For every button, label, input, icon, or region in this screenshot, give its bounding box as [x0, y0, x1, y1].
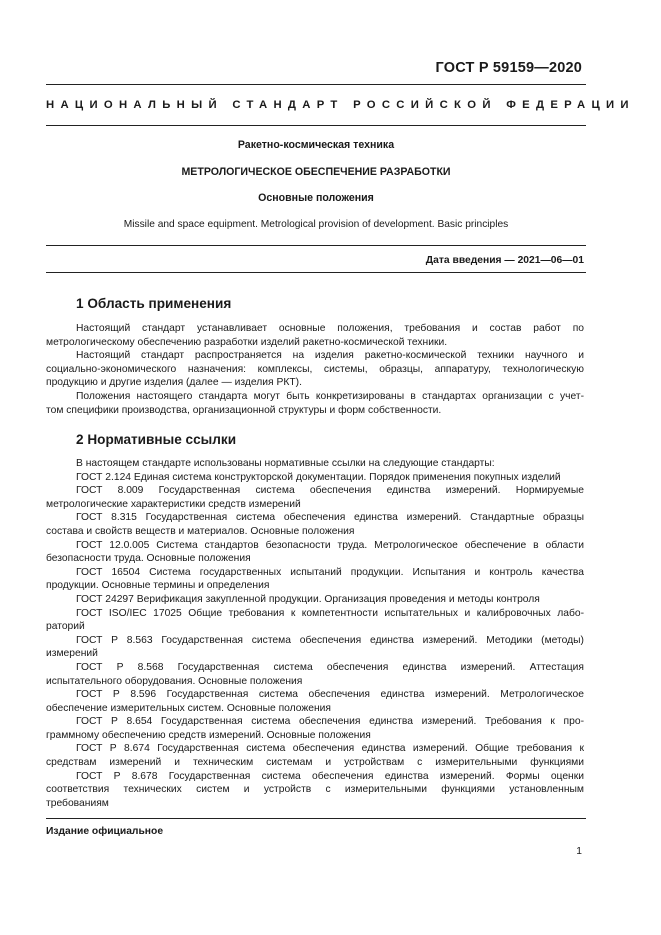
footer-rule [46, 818, 586, 819]
text-line: ГОСТ ISO/IEC 17025 Общие требования к компетентности испытательных и калибровочных лабо- [76, 607, 584, 619]
text-line: В настоящем стандарте использованы нормативные ссылки на следующие стандарты: [76, 458, 495, 469]
text-line: Настоящий стандарт распространяется на изделия ракетно-космической техники научного и [76, 350, 584, 362]
text-line: испытательного оборудования. Основные положения [46, 675, 303, 687]
text-line: продукцию и другие изделия (далее — изделия РКТ). [46, 377, 302, 389]
text-line: Настоящий стандарт устанавливает основные положения, требования и состав работ по [76, 323, 584, 334]
text-line: соответствия технических систем и устройств с измерительными функциями установленным [46, 784, 584, 796]
text-line: безопасности труда. Основные положения [46, 553, 251, 565]
text-line: ГОСТ 16504 Система государственных испытаний продукции. Испытания и контроль качества [76, 566, 584, 578]
section-2-heading: 2 Нормативные ссылки [76, 432, 237, 447]
text-line: том специфики производства, организационной структуры и форм собственности. [46, 404, 442, 416]
text-line: состава и свойств веществ и материалов. Основные положения [46, 525, 355, 537]
text-line: граммному обеспечению средств измерений. Основные положения [46, 729, 371, 741]
text-line: метрологическому обеспечению разработки изделий ракетно-космической техники. [46, 336, 448, 348]
text-line: ГОСТ 8.315 Государственная система обеспечения единства измерений. Стандартные образцы [76, 512, 584, 524]
banner-rule [46, 125, 586, 126]
text-line: измерений [46, 648, 98, 660]
section-2-body [46, 457, 584, 810]
text-line: Положения настоящего стандарта могут быть конкретизированы в стандартах организации с учет- [76, 390, 584, 402]
text-line: ГОСТ Р 8.568 Государственная система обеспечения единства измерений. Аттестация [76, 661, 584, 673]
text-line: ГОСТ 24297 Верификация закупленной продукции. Организация проведения и методы контроля [76, 593, 540, 605]
standard-subtitle: Основные положения [258, 192, 374, 204]
text-line: ГОСТ 2.124 Единая система конструкторской документации. Порядок применения покупных изделий [76, 471, 561, 483]
national-standard-banner: НАЦИОНАЛЬНЫЙ СТАНДАРТ РОССИЙСКОЙ ФЕДЕРАЦИИ [46, 99, 635, 111]
section-1-heading: 1 Область применения [76, 296, 232, 311]
text-line: требованиям [46, 797, 109, 809]
introduction-date: Дата введения — 2021—06—01 [425, 255, 584, 266]
title-rule [46, 245, 586, 246]
standard-title: МЕТРОЛОГИЧЕСКОЕ ОБЕСПЕЧЕНИЕ РАЗРАБОТКИ [181, 166, 451, 178]
text-line: ГОСТ 12.0.005 Система стандартов безопасности труда. Метрологическое обеспечение в области [76, 539, 584, 551]
text-line: ГОСТ Р 8.674 Государственная система обеспечения единства измерений. Общие требования к [76, 743, 584, 755]
page-number: 1 [576, 846, 582, 857]
text-line: раторий [46, 621, 85, 633]
text-line: средствам измерений и техническим системам и устройствам с измерительными функциями [46, 757, 584, 769]
text-line: обеспечение измерительных систем. Основные положения [46, 702, 332, 714]
standard-category: Ракетно-космическая техника [237, 139, 395, 151]
english-title: Missile and space equipment. Metrological provision of development. Basic principles [123, 219, 509, 230]
text-line: ГОСТ Р 8.678 Государственная система обеспечения единства измерений. Формы оценки [76, 770, 584, 782]
date-rule [46, 272, 586, 273]
section-1-body [46, 322, 584, 417]
official-edition-label: Издание официальное [46, 826, 164, 837]
text-line: социально-экономического назначения: комплексы, системы, образцы, аппаратуру, технологическую [46, 363, 584, 375]
top-rule [46, 84, 586, 85]
text-line: ГОСТ Р 8.563 Государственная система обеспечения единства измерений. Методики (методы) [76, 634, 584, 646]
text-line: метрологические характеристики средств измерений [46, 498, 301, 510]
text-line: ГОСТ 8.009 Государственная система обеспечения единства измерений. Нормируемые [76, 485, 584, 497]
text-line: ГОСТ Р 8.654 Государственная система обеспечения единства измерений. Требования к про- [76, 716, 584, 728]
text-line: ГОСТ Р 8.596 Государственная система обеспечения единства измерений. Метрологическое [76, 689, 584, 701]
text-line: продукции. Основные термины и определения [46, 580, 270, 592]
document-number: ГОСТ Р 59159—2020 [435, 60, 582, 76]
